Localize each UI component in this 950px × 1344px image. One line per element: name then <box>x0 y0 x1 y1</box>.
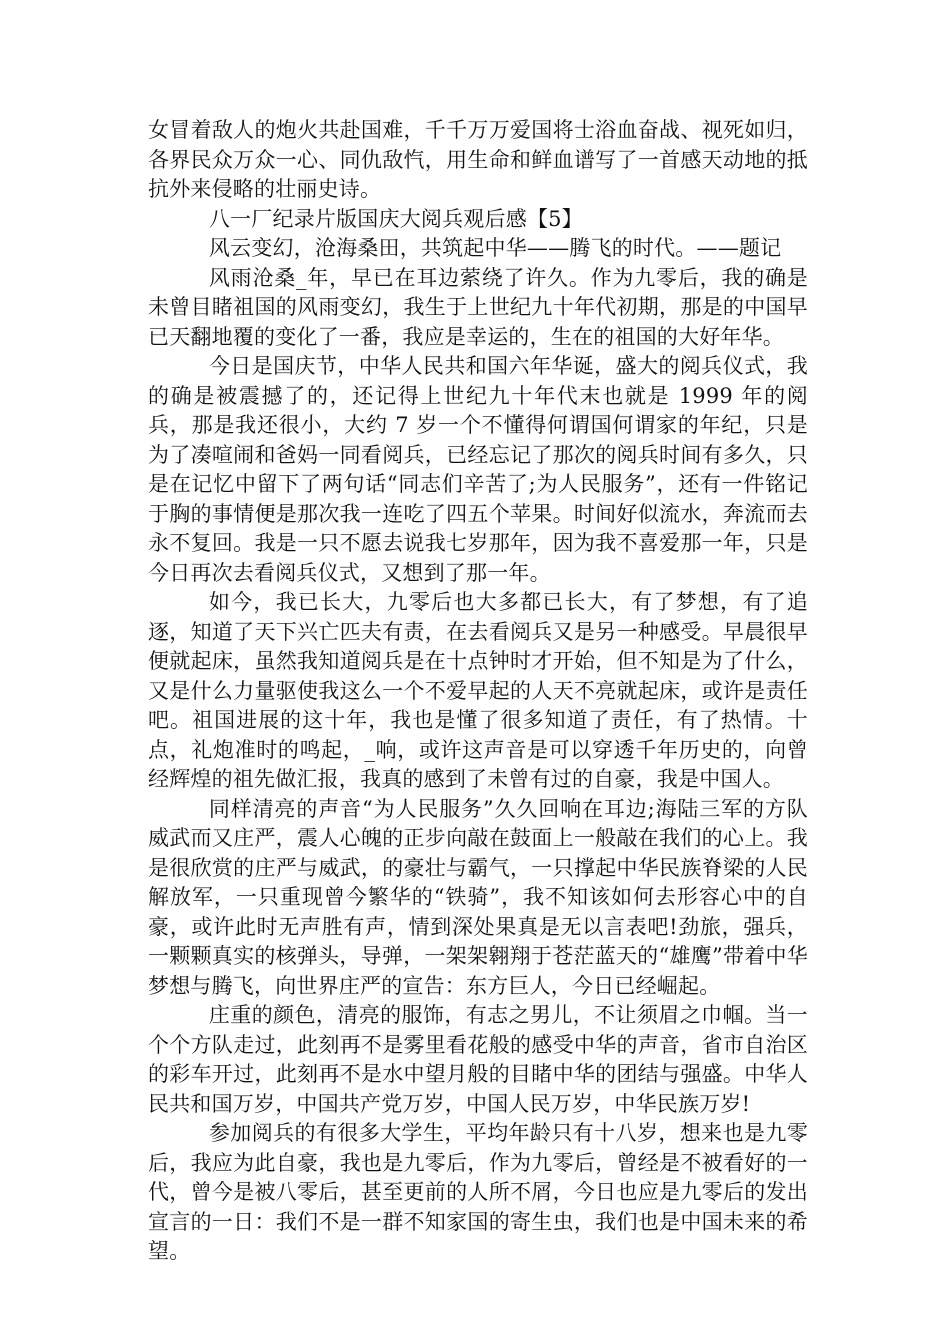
section-heading: 八一厂纪录片版国庆大阅兵观后感【5】 <box>208 206 583 231</box>
paragraph: 如今，我已长大，九零后也大多都已长大，有了梦想，有了追逐，知道了天下兴亡匹夫有责，在去看阅兵又是另一种感受。早晨很早便就起床，虽然我知道阅兵是在十点钟时才开始，但不知是为了什么，又是什么力量驱使我这么一个不爱早起的人天不亮就起床，或许是责任吧。祖国进展的这十年，我也是懂了很多知道了责任，有了热情。十点，礼炮准时的鸣起，_响，或许这声音是可以穿透千年历史的，向曾经辉煌的祖先做汇报，我真的感到了未曾有过的自豪，我是中国人。 <box>148 590 808 791</box>
epigraph: 风云变幻，沧海桑田，共筑起中华——腾飞的时代。——题记 <box>208 236 782 260</box>
paragraph: 参加阅兵的有很多大学生，平均年龄只有十八岁，想来也是九零后，我应为此自豪，我也是九零后，作为九零后，曾经是不被看好的一代，曾今是被八零后，甚至更前的人所不屑，今日也应是九零后的发出宣言的一日：我们不是一群不知家国的寄生虫，我们也是中国未来的希望。 <box>148 1121 808 1263</box>
paragraph: 庄重的颜色，清亮的服饰，有志之男儿，不让须眉之巾帼。当一个个方队走过，此刻再不是雾里看花般的感受中华的声音，省市自治区的彩车开过，此刻再不是水中望月般的目睹中华的团结与强盛。中华人民共和国万岁，中国共产党万岁，中国人民万岁，中华民族万岁! <box>148 1003 808 1116</box>
paragraph: 同样清亮的声音“为人民服务”久久回响在耳边;海陆三军的方队威武而又庄严，震人心魄的正步向敲在鼓面上一般敲在我们的心上。我是很欣赏的庄严与威武，的豪壮与霸气，一只撑起中华民族脊梁的人民解放军，一只重现曾今繁华的“铁骑”，我不知该如何去形容心中的自豪，或许此时无声胜有声，情到深处果真是无以言表吧!劲旅，强兵，一颗颗真实的核弹头，导弹，一架架翱翔于苍茫蓝天的“雄鹰”带着中华梦想与腾飞，向世界庄严的宣告：东方巨人，今日已经崛起。 <box>148 796 808 998</box>
document-body <box>148 116 808 1267</box>
paragraph-continuation: 女冒着敌人的炮火共赴国难，千千万万爱国将士浴血奋战、视死如归，各界民众万众一心、同仇敌忾，用生命和鲜血谱写了一首感天动地的抵抗外来侵略的壮丽史诗。 <box>148 118 808 201</box>
paragraph: 今日是国庆节，中华人民共和国六年华诞，盛大的阅兵仪式，我的确是被震撼了的，还记得上世纪九十年代末也就是 1999 年的阅兵，那是我还很小，大约 7 岁一个不懂得何谓国何谓家的年纪，只是为了凑喧闹和爸妈一同看阅兵，已经忘记了那次的阅兵时间有多久，只是在记忆中留下了两句话“同志们辛苦了;为人民服务”，还有一件铭记于胸的事情便是那次我一连吃了四五个苹果。时间好似流水，奔流而去永不复回。我是一只不愿去说我七岁那年，因为我不喜爱那一年，只是今日再次去看阅兵仪式，又想到了那一年。 <box>148 354 808 585</box>
paragraph: 风雨沧桑_年，早已在耳边萦绕了许久。作为九零后，我的确是未曾目睹祖国的风雨变幻，我生于上世纪九十年代初期，那是的中国早已天翻地覆的变化了一番，我应是幸运的，生在的祖国的大好年华。 <box>148 265 808 349</box>
